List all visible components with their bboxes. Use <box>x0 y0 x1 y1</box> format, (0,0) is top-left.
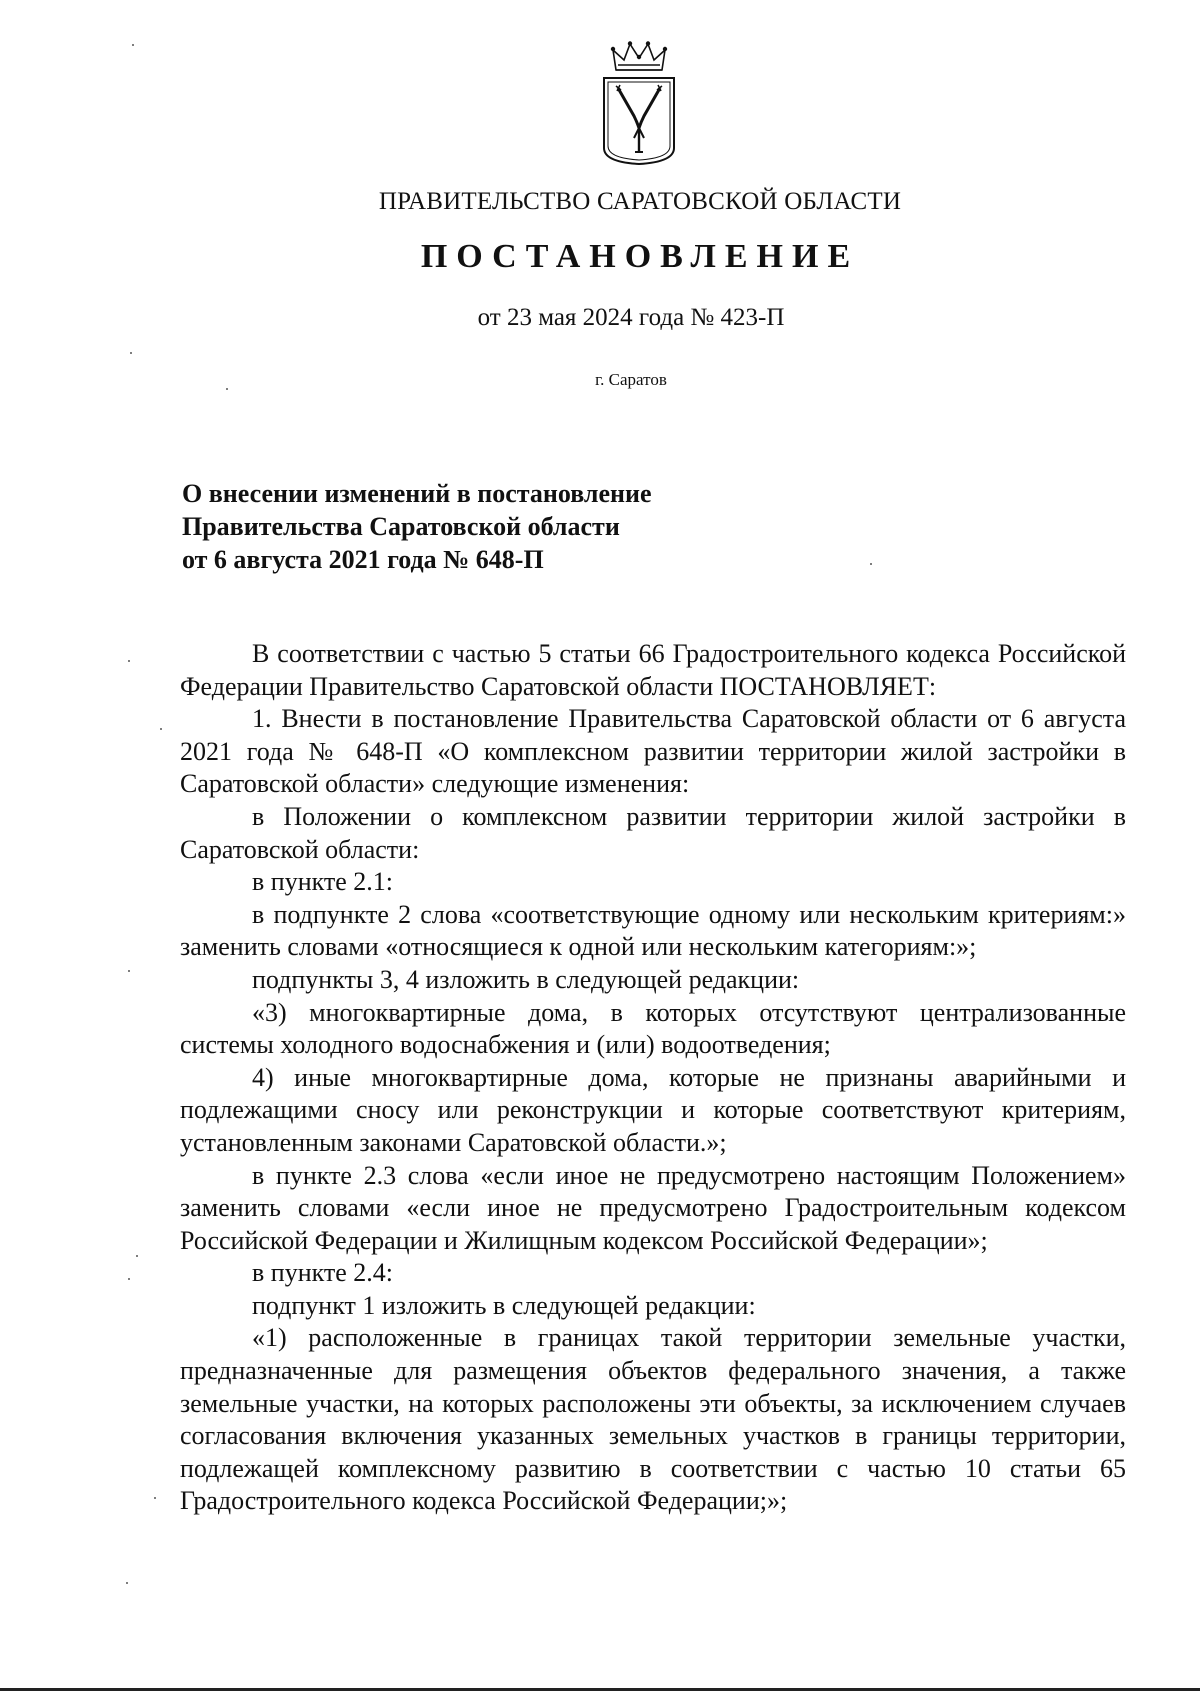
body-paragraph: В соответствии с частью 5 статьи 66 Градостроительного кодекса Российской Федерации Правительство Саратовской области ПОСТАНОВЛЯЕТ: <box>180 639 1126 701</box>
document-subject <box>182 477 652 576</box>
document-date-number: от 23 мая 2024 года № 423-П <box>477 304 785 331</box>
body-paragraph: в подпункте 2 слова «соответствующие одному или нескольким критериям:» заменить словами «относящиеся к одной или нескольким категориям:»; <box>180 899 1126 962</box>
body-paragraph: в пункте 2.3 слова «если иное не предусмотрено настоящим Положением» заменить словами «если иное не предусмотрено Градостроительным кодексом Российской Федерации и Жилищным кодексом Российской Федерации»; <box>180 1160 1126 1255</box>
document-type-heading: ПОСТАНОВЛЕНИЕ <box>420 238 860 275</box>
saratov-coat-of-arms-icon <box>596 40 682 170</box>
subject-line: от 6 августа 2021 года № 648-П <box>182 545 544 574</box>
subject-line: Правительства Саратовской области <box>182 512 620 541</box>
body-paragraph: в Положении о комплексном развитии территории жилой застройки в Саратовской области: <box>180 801 1126 864</box>
body-paragraph: в пункте 2.4: <box>252 1258 394 1288</box>
body-paragraph: 1. Внести в постановление Правительства Саратовской области от 6 августа 2021 года № 648-П «О комплексном развитии территории жилой застройки в Саратовской области» следующие изменения: <box>180 704 1126 799</box>
body-paragraph: подпункты 3, 4 изложить в следующей редакции: <box>252 964 800 994</box>
body-paragraph: подпункт 1 изложить в следующей редакции: <box>252 1290 756 1320</box>
body-paragraph: в пункте 2.1: <box>252 867 394 897</box>
government-title: ПРАВИТЕЛЬСТВО САРАТОВСКОЙ ОБЛАСТИ <box>378 188 902 215</box>
body-paragraph: «3) многоквартирные дома, в которых отсутствуют централизованные системы холодного водоснабжения и (или) водоотведения; <box>180 997 1126 1060</box>
subject-line: О внесении изменений в постановление <box>182 479 652 508</box>
document-city: г. Саратов <box>595 370 667 389</box>
body-paragraph: «1) расположенные в границах такой территории земельные участки, предназначенные для размещения объектов федерального значения, а также земельные участки, на которых расположены эти объекты, за исключением случаев согласования включения указанных земельных участков в границы территории, подлежащей комплексному развитию в соответствии с частью 10 статьи 65 Градостроительного кодекса Российской Федерации;»; <box>180 1323 1126 1516</box>
body-paragraph: 4) иные многоквартирные дома, которые не признаны аварийными и подлежащими сносу или реконструкции и которые соответствуют критериям, установленным законами Саратовской области.»; <box>180 1062 1126 1157</box>
document-body <box>180 638 1126 1518</box>
